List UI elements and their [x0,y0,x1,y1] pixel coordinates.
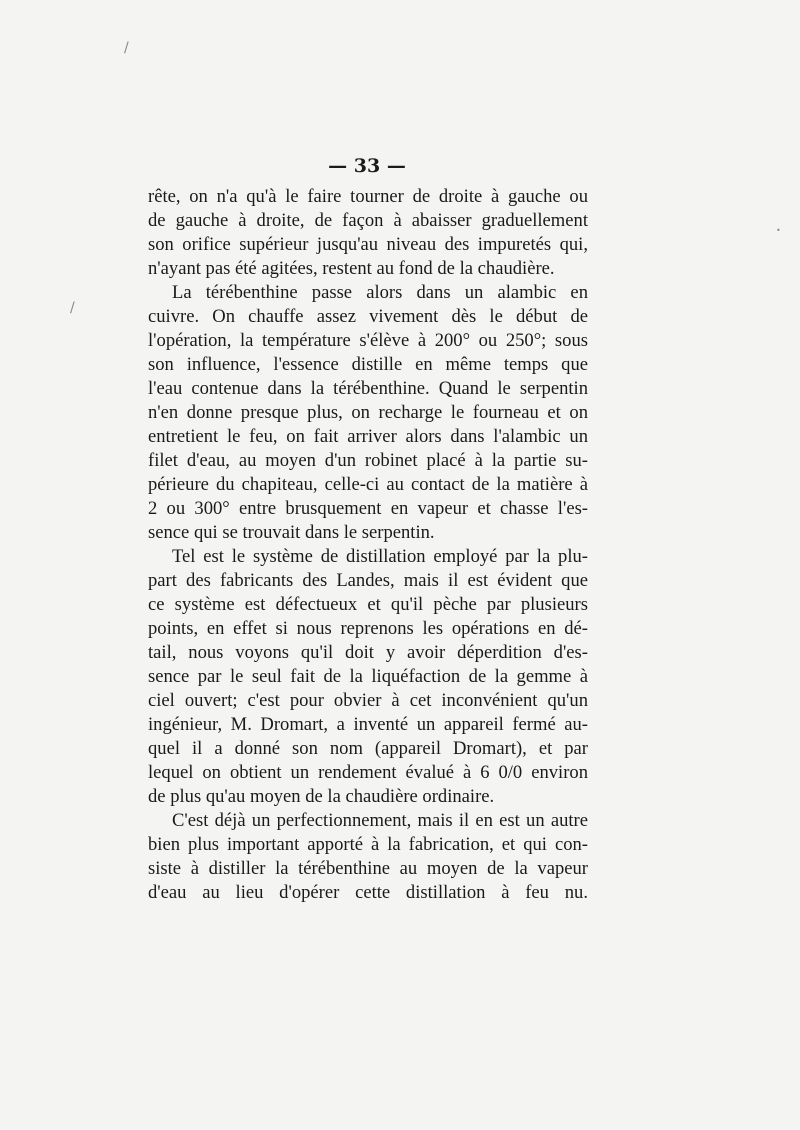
text-line: ciel ouvert; c'est pour obvier à cet inconvénient qu'un [148,690,588,711]
text-line: entretient le feu, on fait arriver alors dans l'alambic un [148,426,588,447]
text-line: lequel on obtient un rendement évalué à 6 0/0 environ [148,762,588,783]
text-line: son orifice supérieur jusqu'au niveau des impuretés qui, [148,234,588,255]
text-line: sence qui se trouvait dans le serpentin. [148,522,435,543]
text-line: part des fabricants des Landes, mais il est évident que [148,570,588,591]
text-line: ce système est défectueux et qu'il pèche par plusieurs [148,594,588,615]
text-line: l'eau contenue dans la térébenthine. Quand le serpentin [148,378,588,399]
scan-speck: • [776,226,781,235]
text-line: son influence, l'essence distille en même temps que [148,354,588,375]
text-line: périeure du chapiteau, celle-ci au contact de la matière à [148,474,588,495]
scan-speck: / [124,40,129,56]
text-line: points, en effet si nous reprenons les opérations en dé- [148,618,588,639]
scan-speck: / [70,300,75,316]
text-line: tail, nous voyons qu'il doit y avoir déperdition d'es- [148,642,588,663]
text-line: quel il a donné son nom (appareil Dromart), et par [148,738,588,759]
text-line: Tel est le système de distillation employé par la plu- [172,546,588,567]
text-line: de gauche à droite, de façon à abaisser graduellement [148,210,588,231]
text-line: La térébenthine passe alors dans un alambic en [172,282,588,303]
text-line: sence par le seul fait de la liquéfaction de la gemme à [148,666,588,687]
text-line: cuivre. On chauffe assez vivement dès le début de [148,306,588,327]
text-line: de plus qu'au moyen de la chaudière ordinaire. [148,786,495,807]
text-line: ingénieur, M. Dromart, a inventé un appareil fermé au- [148,714,588,735]
text-line: rête, on n'a qu'à le faire tourner de droite à gauche ou [148,186,588,207]
text-line: 2 ou 300° entre brusquement en vapeur et chasse l'es- [148,498,588,519]
text-line: siste à distiller la térébenthine au moyen de la vapeur [148,858,588,879]
text-line: d'eau au lieu d'opérer cette distillation à feu nu. [148,882,588,903]
text-line: l'opération, la température s'élève à 200° ou 250°; sous [148,330,588,351]
text-line: filet d'eau, au moyen d'un robinet placé à la partie su- [148,450,588,471]
text-line: C'est déjà un perfectionnement, mais il en est un autre [172,810,588,831]
text-line: bien plus important apporté à la fabrication, et qui con- [148,834,588,855]
text-line: n'ayant pas été agitées, restent au fond de la chaudière. [148,258,555,279]
page-number: — 33 — [328,155,406,177]
body-text [148,185,588,905]
text-line: n'en donne presque plus, on recharge le fourneau et on [148,402,588,423]
